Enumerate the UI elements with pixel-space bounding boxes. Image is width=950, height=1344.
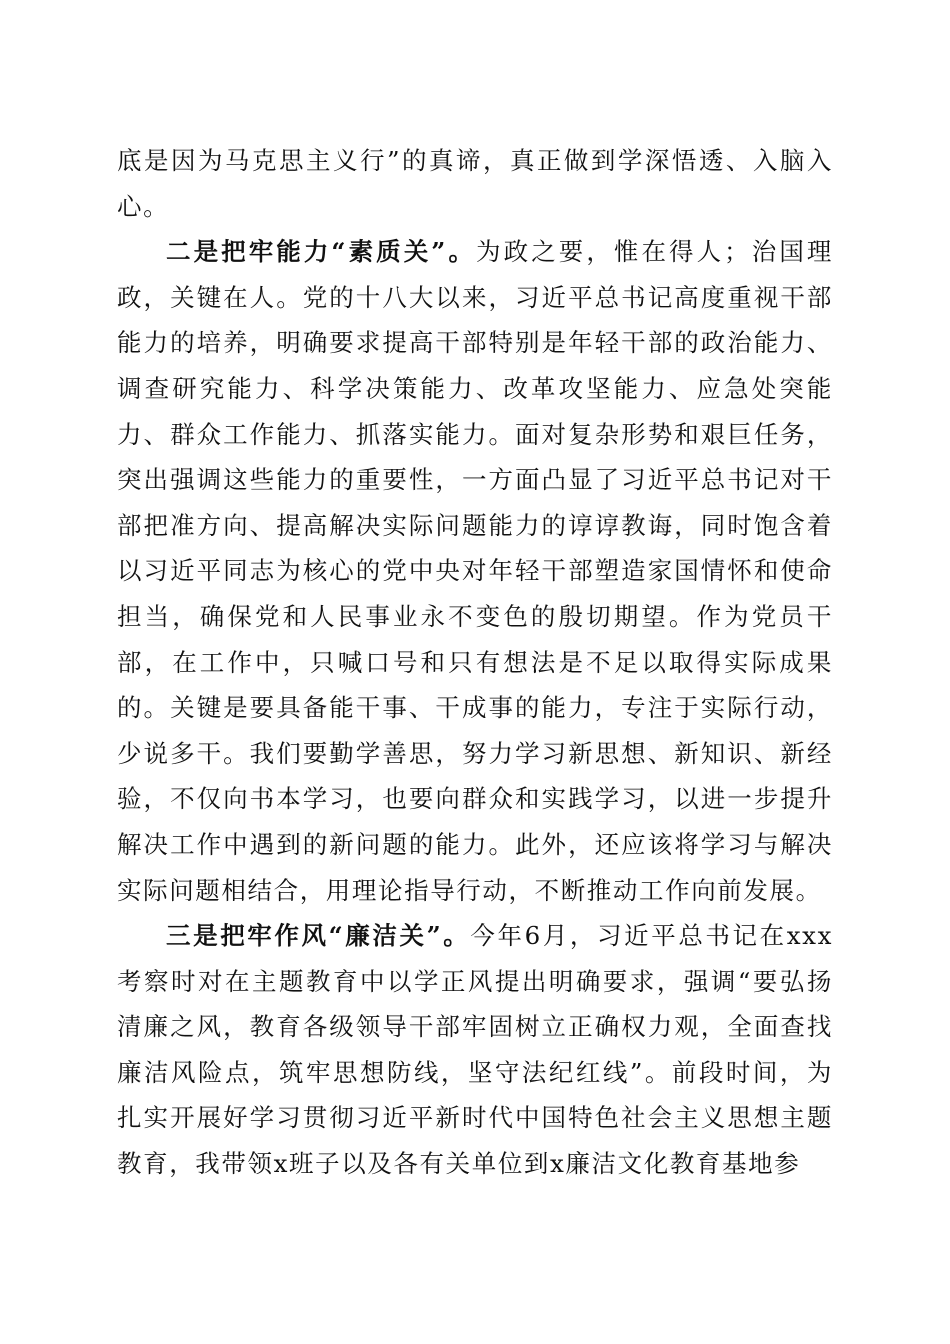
document-body bbox=[117, 138, 833, 1187]
paragraph-ability bbox=[117, 229, 833, 913]
paragraph-text: 为政之要，惟在得人；治国理政，关键在人。党的十八大以来，习近平总书记高度重视干部能力的培养，明确要求提高干部特别是年轻干部的政治能力、调查研究能力、科学决策能力、改革攻坚能力、应急处突能力、群众工作能力、抓落实能力。面对复杂形势和艰巨任务，突出强调这些能力的重要性，一方面凸显了习近平总书记对干部把准方向、提高解决实际问题能力的谆谆教诲，同时饱含着以习近平同志为核心的党中央对年轻干部塑造家国情怀和使命担当，确保党和人民事业永不变色的殷切期望。作为党员干部，在工作中，只喊口号和只有想法是不足以取得实际成果的。关键是要具备能干事、干成事的能力，专注于实际行动，少说多干。我们要勤学善思，努力学习新思想、新知识、新经验，不仅向书本学习，也要向群众和实践学习，以进一步提升解决工作中遇到的新问题的能力。此外，还应该将学习与解决实际问题相结合，用理论指导行动，不断推动工作向前发展。 bbox=[117, 237, 833, 905]
paragraph-lead: 三是把牢作风“廉洁关”。 bbox=[166, 921, 471, 951]
paragraph-continuation bbox=[117, 138, 833, 229]
paragraph-lead: 二是把牢能力“素质关”。 bbox=[166, 237, 477, 267]
paragraph-text: 底是因为马克思主义行”的真谛，真正做到学深悟透、入脑入心。 bbox=[117, 146, 833, 221]
paragraph-text: 今年6月，习近平总书记在xxx考察时对在主题教育中以学正风提出明确要求，强调“要弘扬清廉之风，教育各级领导干部牢固树立正确权力观，全面查找廉洁风险点，筑牢思想防线，坚守法纪红线”。前段时间，为扎实开展好学习贯彻习近平新时代中国特色社会主义思想主题教育，我带领x班子以及各有关单位到x廉洁文化教育基地参 bbox=[117, 921, 833, 1179]
paragraph-integrity bbox=[117, 913, 833, 1187]
